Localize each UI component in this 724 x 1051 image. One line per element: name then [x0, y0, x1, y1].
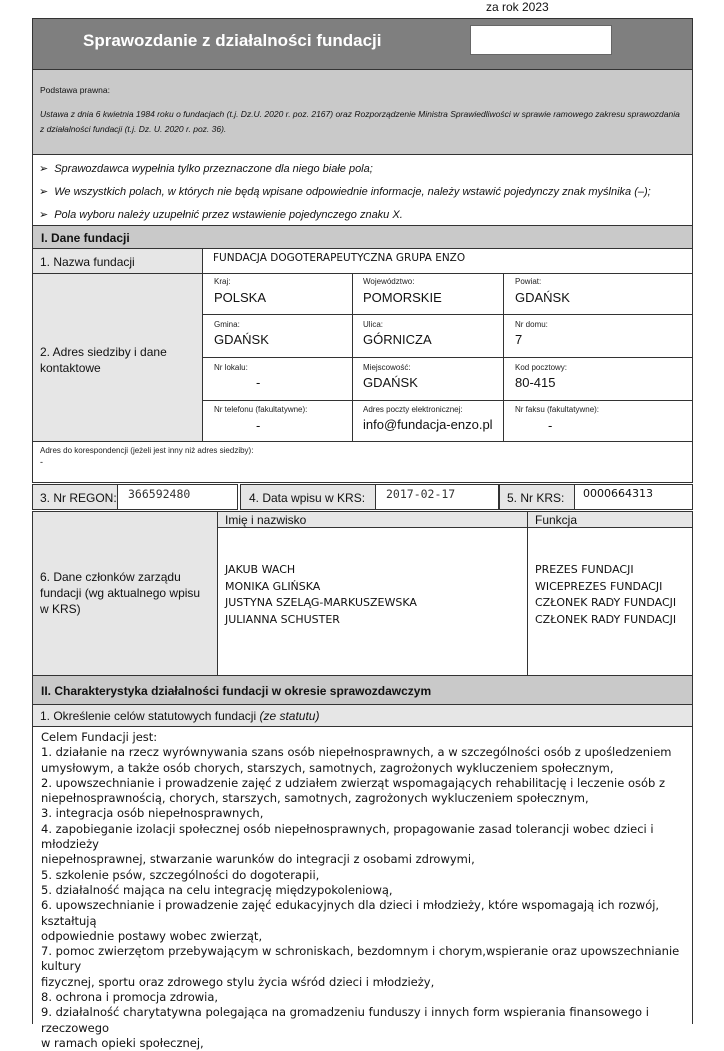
krs-date-field[interactable]: 2017-02-17	[375, 484, 499, 510]
correspondence-value: -	[40, 457, 43, 467]
board-member-name: JAKUB WACH	[225, 563, 296, 576]
board-role-header: Funkcja	[527, 511, 693, 528]
report-year: za rok 2023	[486, 0, 549, 14]
section-1-title: I. Dane fundacji	[41, 231, 130, 245]
legal-basis-label: Podstawa prawna:	[40, 85, 110, 95]
goals-line: niepełnosprawnej, stwarzanie warunków do integracji z osobami zdrowymi,	[41, 852, 475, 867]
correspondence-label: Adres do korespondencji (jeżeli jest inny niż adres siedziby):	[40, 446, 254, 455]
title-bar	[32, 18, 693, 70]
instructions-list	[33, 158, 692, 227]
board-roles-field[interactable]	[527, 527, 693, 676]
address-label: 2. Adres siedziby i dane kontaktowe	[40, 345, 167, 375]
krs-label-cell: 5. Nr KRS:	[499, 484, 575, 510]
goals-label-suffix: (ze statutu)	[259, 709, 320, 723]
goals-line: niepełnosprawnością, chorych, starszych, samotnych, zagrożonych wykluczeniem społecznym,	[41, 791, 589, 806]
instruction-item: ➢ We wszystkich polach, w których nie będą wpisane odpowiednie informacje, należy wstawić pojedynczy znak myślnika (–);	[39, 186, 651, 198]
goals-field[interactable]	[32, 726, 693, 1050]
name-label: 1. Nazwa fundacji	[40, 255, 135, 269]
goals-line: 8. ochrona i promocja zdrowia,	[41, 990, 219, 1005]
instruction-item: ➢ Sprawozdawca wypełnia tylko przeznaczone dla niego białe pola;	[39, 163, 373, 175]
goals-line: 7. pomoc zwierzętom przebywającym w schroniskach, bezdomnym i chorym,wspieranie oraz upowszechnianie kultury	[41, 944, 680, 974]
correspondence-address-field[interactable]	[32, 441, 693, 483]
name-label-cell	[32, 248, 203, 274]
goals-line: w ramach opieki społecznej,	[41, 1035, 204, 1050]
krs-number-field[interactable]: 0000664313	[574, 484, 693, 510]
goals-line: 5. szkolenie psów, szczególności do dogoterapii,	[41, 867, 320, 882]
page-title: Sprawozdanie z działalności fundacji	[83, 31, 382, 50]
goals-label-cell	[32, 704, 693, 727]
goals-line: 6. upowszechnianie i prowadzenie zajęć edukacyjnych dla dzieci i młodzieży, które wspomagają ich rozwój, kształtują	[41, 898, 660, 928]
goals-line: 4. zapobieganie izolacji społecznej osób niepełnosprawnych, propagowanie zasad tolerancji wobec dzieci i młodzieży	[41, 821, 654, 852]
address-grid: Kraj: POLSKA Województwo: POMORSKIE Powiat: GDAŃSK Gmina: GDAŃSK Ulica: GÓRNICZA Nr domu: 7 Nr lokalu: - Miejscowość: GDAŃSK Kod pocztowy: 80-415 Nr telefonu (fakultatywne): - Adres poczty elektronicznej: info@fundacja-enzo.pl Nr faksu (fakultatywne): -	[202, 273, 693, 442]
goals-line: fizycznej, sportu oraz zdrowego stylu życia wśród dzieci i młodzieży,	[41, 974, 435, 989]
arrow-icon: ➢	[39, 209, 49, 221]
goals-line: 2. upowszechnianie i prowadzenie zajęć z udziałem zwierząt wspomagających rehabilitację i leczenie osób z	[41, 775, 666, 790]
section-1-header	[32, 225, 693, 249]
goals-line: odpowiednie postawy wobec zwierząt,	[41, 928, 263, 943]
regon-field[interactable]: 366592480	[117, 484, 238, 510]
instruction-item: ➢ Pola wyboru należy uzupełnić przez wstawienie pojedynczego znaku X.	[39, 209, 403, 221]
foundation-name-field[interactable]	[202, 248, 693, 274]
board-member-role: CZŁONEK RADY FUNDACJI	[535, 596, 677, 609]
legal-basis	[32, 69, 693, 155]
arrow-icon: ➢	[39, 186, 49, 198]
goals-line: 3. integracja osób niepełnosprawnych,	[41, 806, 264, 821]
instructions	[32, 154, 693, 226]
section-2-header	[32, 675, 693, 705]
goals-line: umysłowym, a także osób chorych, starszych, samotnych, zagrożonych wykluczeniem społecznym,	[41, 760, 614, 775]
board-name-header: Imię i nazwisko	[217, 511, 528, 528]
goals-line: Celem Fundacji jest:	[41, 730, 158, 744]
board-member-name: JUSTYNA SZELĄG-MARKUSZEWSKA	[225, 596, 417, 609]
board-names-field[interactable]	[217, 527, 528, 676]
goals-label: 1. Określenie celów statutowych fundacji	[40, 709, 257, 723]
arrow-icon: ➢	[39, 163, 49, 175]
board-label: 6. Dane członków zarządu fundacji (wg aktualnego wpisu w KRS)	[40, 570, 201, 616]
board-label-cell	[32, 511, 218, 676]
board-member-role: CZŁONEK RADY FUNDACJI	[535, 612, 677, 626]
krs-date-label-cell: 4. Data wpisu w KRS:	[240, 484, 376, 510]
board-member-name: MONIKA GLIŃSKA	[225, 579, 321, 593]
goals-line: 1. działanie na rzecz wyrównywania szans osób niepełnosprawnych, a w szczególności osób z upośledzeniem	[41, 745, 672, 760]
board-member-role: PREZES FUNDACJI	[535, 563, 634, 576]
board-member-name: JULIANNA SCHUSTER	[225, 612, 340, 626]
goals-line: 5. działalność mająca na celu integrację międzypokoleniową,	[41, 882, 393, 897]
address-label-cell	[32, 273, 203, 442]
legal-basis-text: Ustawa z dnia 6 kwietnia 1984 roku o fundacjach (t.j. Dz.U. 2020 r. poz. 2167) oraz Rozporządzenie Ministra Sprawiedliwości w sprawie ramowego zakresu sprawozdania z działalności fundacji (t.j. Dz. U. 2020 r. poz. 36).	[40, 109, 680, 134]
board-member-role: WICEPREZES FUNDACJI	[535, 579, 663, 593]
foundation-name-value: FUNDACJA DOGOTERAPEUTYCZNA GRUPA ENZO	[213, 252, 466, 264]
year-field[interactable]	[470, 25, 612, 55]
goals-line: 9. działalność charytatywna polegająca na gromadzeniu funduszy i innych form wspierania finansowego i rzeczowego	[41, 1005, 649, 1035]
regon-label-cell: 3. Nr REGON:	[32, 484, 118, 510]
section-2-title: II. Charakterystyka działalności fundacji w okresie sprawozdawczym	[41, 684, 432, 698]
